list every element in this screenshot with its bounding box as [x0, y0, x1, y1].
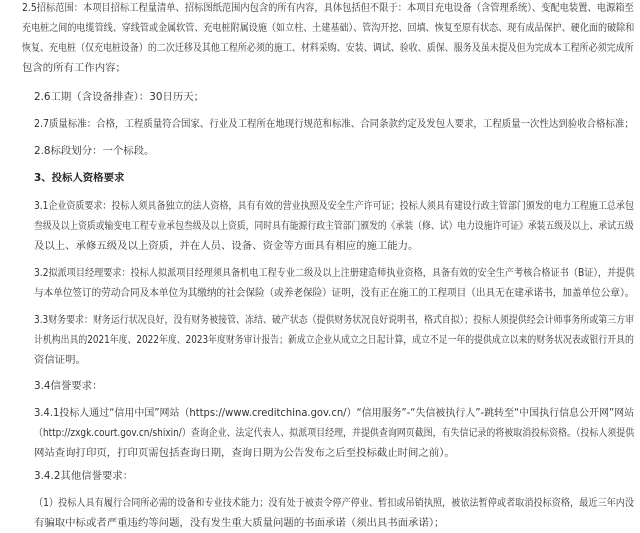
- paragraph-3-3-finance: [34, 310, 640, 370]
- paragraph-2-8-sections: [34, 141, 154, 161]
- text-line: （1）投标人具有履行合同所必需的设备和专业技术能力；没有处于被责令停产停业、暂扣或吊销执照，被依法暂停或者取消投标资格，最近三年内没: [34, 497, 635, 509]
- text-line: 3.4.1投标人通过“信用中国”网站（https://www.creditchina.gov.cn/）“信用服务”-“失信被执行人”-跳转至“中国执行信息公开网”网站: [34, 407, 635, 419]
- text-line: 2.6工期（含设备排查）：30日历天；: [34, 91, 205, 103]
- text-line: 网站查询打印页，打印页需包括查询日期，查询日期为公告发布之后至投标截止时间之前）。: [34, 447, 455, 459]
- text-line: 3.1企业资质要求：投标人须具备独立的法人资格，具有有效的营业执照及安全生产许可证；投标人须具有建设行政主管部门颁发的电力工程施工总承包: [34, 200, 634, 212]
- text-line: 有骗取中标或者严重违约等问题，没有发生重大质量问题的书面承诺（须出具书面承诺）；: [34, 517, 445, 529]
- paragraph-3-4-1-credit-check: [34, 403, 640, 463]
- text-line: 及以上、承修五级及以上资质，并在人员、设备、资金等方面具有相应的施工能力。: [34, 240, 419, 252]
- text-line: 叁级及以上资质或输变电工程专业承包叁级及以上资质，同时具有能源行政主管部门颁发的《承装（修、试）电力设施许可证》承装五级及以上、承试五级: [34, 220, 634, 232]
- text-line: 充电桩之间的电缆管线、穿线管或金属软管、充电桩附属设施（如立柱、土建基础）、管沟开挖、回填、恢复至原有状态、现有成品保护、硬化面的破除和: [22, 22, 635, 34]
- text-line: 资信证明。: [34, 354, 86, 366]
- text-line: 与本单位签订的劳动合同及本单位为其缴纳的社会保险（或养老保险）证明，没有正在施工的工程项目（出具无在建承诺书，加盖单位公章）。: [34, 287, 635, 299]
- section-heading-3: [34, 168, 124, 188]
- paragraph-2-6-duration: [34, 87, 204, 107]
- text-line: 恢复、充电桩（仅充电桩设备）的二次迁移及其他工程所必须的施工、材料采购、安装、调试、验收、质保、服务及虽未提及但为完成本工程所必须完成所: [22, 42, 634, 54]
- text-line: 计机构出具的2021年度、2022年度、2023年度财务审计报告；新成立企业从成立之日起计算，成立不足一年的提供成立以来的财务状况表或银行开具的: [34, 334, 634, 346]
- paragraph-3-4-credit: [34, 376, 102, 396]
- paragraph-3-2-project-manager: [34, 263, 640, 303]
- heading-text: 3、投标人资格要求: [34, 172, 125, 184]
- paragraph-3-4-2-other-credit: [34, 466, 133, 486]
- paragraph-2-5-scope: [22, 0, 640, 78]
- text-line: （http://zxgk.court.gov.cn/shixin/）查询企业、法定代表人、拟派项目经理，并提供查询网页截图，有失信记录的将被取消投标资格。（投标人须提供: [34, 427, 635, 439]
- text-line: 2.5招标范围：本项目招标工程量清单、招标图纸范围内包含的所有内容，具体包括但不限于：本项目充电设备（含管理系统）、变配电装置、电源箱至: [22, 2, 634, 14]
- paragraph-3-1-qualification: [34, 196, 640, 256]
- paragraph-2-7-quality: [34, 114, 640, 134]
- text-line: 3.4信誉要求：: [34, 380, 103, 392]
- text-line: 2.7质量标准：合格，工程质量符合国家、行业及工程所在地现行规范和标准、合同条款约定及发包人要求，工程质量一次性达到验收合格标准；: [34, 118, 634, 130]
- paragraph-3-4-2-item-1: [34, 493, 640, 533]
- text-line: 2.8标段划分：一个标段。: [34, 145, 155, 157]
- text-line: 3.4.2其他信誉要求：: [34, 470, 134, 482]
- text-line: 包含的所有工作内容；: [22, 62, 126, 74]
- text-line: 3.2拟派项目经理要求：投标人拟派项目经理须具备机电工程专业二级及以上注册建造师执业资格，具备有效的安全生产考核合格证书（B证），并提供: [34, 267, 635, 279]
- text-line: 3.3财务要求：财务运行状况良好，没有财务被接管、冻结、破产状态（提供财务状况良好说明书，格式自拟）；投标人须提供经会计师事务所或第三方审: [34, 314, 635, 326]
